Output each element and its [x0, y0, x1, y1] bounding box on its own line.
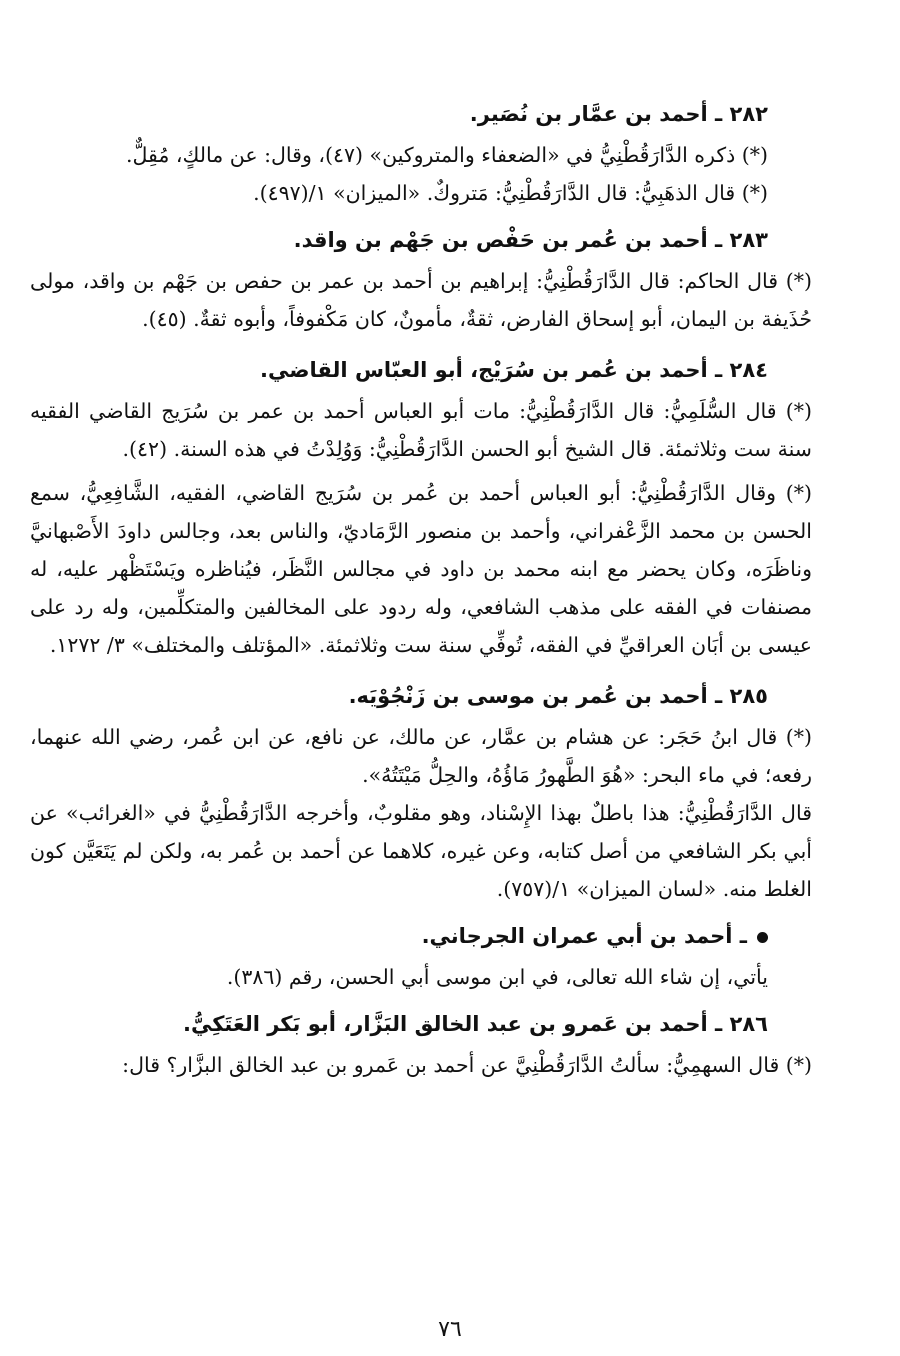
entry-paragraph: (*) قال السهمِيُّ: سألتُ الدَّارَقُطْنِيَّ عن أحمد بن عَمرو بن عبد الخالق البزَّار؟ قال:	[122, 1053, 812, 1077]
bullet-icon	[757, 932, 768, 943]
entry-paragraph: (*) ذكره الدَّارَقُطْنِيُّ في «الضعفاء والمتروكين» (٤٧)، وقال: عن مالكٍ، مُقِلٌّ.	[125, 143, 768, 167]
entry-paragraph: (*) قال الذهَبِيُّ: قال الدَّارَقُطْنِيُّ: مَتروكٌ. «الميزان» ١/(٤٩٧).	[253, 181, 768, 205]
entry-paragraph: (*) قال ابنُ حَجَر: عن هشام بن عمَّار، عن مالك، عن نافع، عن ابن عُمر، رضي الله عنهما، رفعه؛ في ماء البحر: «هُوَ الطَّهورُ مَاؤُهُ، والحِلُّ مَيْتَتُهُ».	[30, 725, 812, 787]
entry-paragraph: (*) وقال الدَّارَقُطْنِيُّ: أبو العباس أحمد بن عُمر بن سُرَيج القاضي، الفقيه، الشَّافِعِيُّ، سمع الحسن بن محمد الزَّعْفراني، وأحمد بن منصور الرَّمَاديّ، والناس بعد، وجالس داودَ الأَصْبهانيَّ وناظَرَه، وكان يحضر مع ابنه محمد بن داود في مجالس النَّظَر، فيُناظره ويَسْتَظْهر عليه، له مصنفات في الفقه على مذهب الشافعي، وله ردود على المخالفين والمتكلِّمين، وله رد على عيسى بن أبَان العراقيِّ في الفقه، تُوفِّي سنة ست وثلاثمئة. «المؤتلف والمختلف» ٣/ ١٢٧٢.	[30, 481, 812, 657]
entry-heading	[30, 914, 812, 958]
entry-284	[30, 348, 812, 664]
entry-heading-text: ـ أحمد بن أبي عمران الجرجاني.	[421, 924, 747, 948]
entry-282	[30, 92, 812, 212]
entry-285	[30, 674, 812, 908]
entry-cross-reference	[30, 914, 812, 996]
entry-286	[30, 1002, 812, 1084]
entry-heading: ٢٨٣ ـ أحمد بن عُمر بن حَفْص بن جَهْم بن واقد.	[293, 228, 768, 252]
entry-paragraph: (*) قال السُّلَمِيُّ: قال الدَّارَقُطْنِيُّ: مات أبو العباس أحمد بن عمر بن سُرَيج القاضي الفقيه سنة ست وثلاثمئة. قال الشيخ أبو الحسن الدَّارَقُطْنِيُّ: وَوُلِدْتُ في هذه السنة. (٤٢).	[30, 399, 812, 461]
spacer	[30, 338, 812, 348]
page-body	[30, 92, 812, 1316]
page-number: ٧٦	[438, 1317, 462, 1342]
entry-heading: ٢٨٦ ـ أحمد بن عَمرو بن عبد الخالق البَزَّار، أبو بَكر العَتَكِيُّ.	[182, 1012, 768, 1036]
entry-283	[30, 218, 812, 338]
entry-paragraph: (*) قال الحاكم: قال الدَّارَقُطْنِيُّ: إبراهيم بن أحمد بن عمر بن حفص بن جَهْم بن واقد، مولى حُذَيفة بن اليمان، أبو إسحاق الفارض، ثقةٌ، مأمونٌ، كان مَكْفوفاً، وأبوه ثقةٌ. (٤٥).	[30, 269, 812, 331]
entry-heading: ٢٨٥ ـ أحمد بن عُمر بن موسى بن زَنْجُوْيَه.	[348, 684, 768, 708]
entry-paragraph: يأتي، إن شاء الله تعالى، في ابن موسى أبي الحسن، رقم (٣٨٦).	[226, 965, 768, 989]
entry-heading: ٢٨٤ ـ أحمد بن عُمر بن سُرَيْج، أبو العبّاس القاضي.	[260, 358, 768, 382]
entry-heading: ٢٨٢ ـ أحمد بن عمَّار بن نُصَير.	[469, 102, 768, 126]
spacer	[30, 664, 812, 674]
entry-paragraph: قال الدَّارَقُطْنِيُّ: هذا باطلٌ بهذا الإِسْناد، وهو مقلوبٌ، وأخرجه الدَّارَقُطْنِيُّ في «الغرائب» عن أبي بكر الشافعي من أصل كتابه، وعن غيره، كلاهما عن أحمد بن عُمر به، ولكن لم يَتَعَيَّن كون الغلط منه. «لسان الميزان» ١/(٧٥٧).	[30, 801, 812, 901]
